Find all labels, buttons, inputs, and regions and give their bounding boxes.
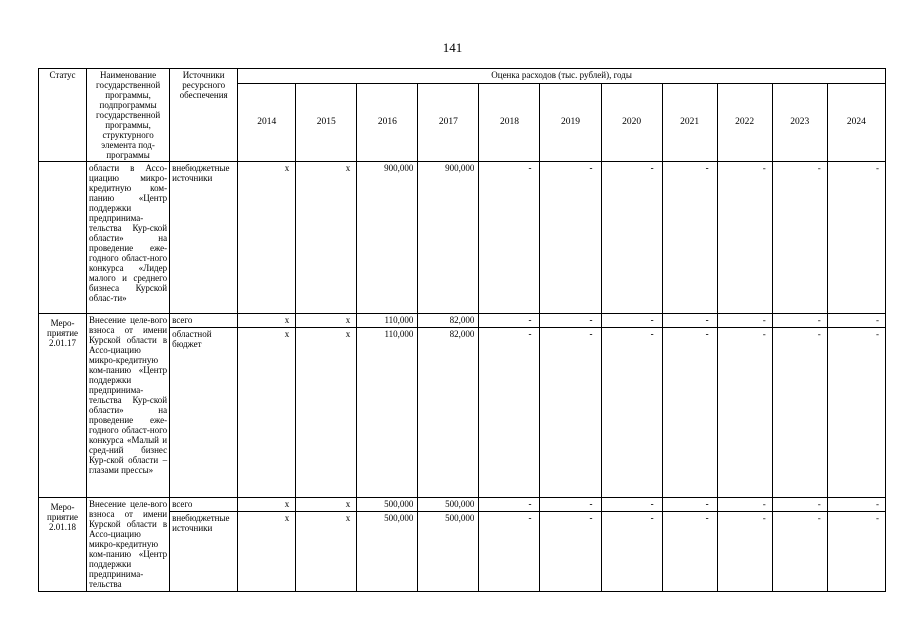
header-name: Наименование государственной программы, подпрограммы государственной программы, структурного элемента под-программы <box>87 69 170 162</box>
value-cell: x <box>238 328 296 498</box>
value-cell: - <box>540 328 601 498</box>
value-cell: 82,000 <box>418 314 479 328</box>
page-number: 141 <box>442 40 463 55</box>
value-cell: - <box>540 512 601 592</box>
value-cell: - <box>827 512 885 592</box>
name-cell: области в Ассо-циацию микро-кредитную ком-панию «Центр поддержки предпринима-тельства Кур-ской области» на проведение еже-годного област-ного конкурса «Лидер малого и среднего бизнеса Курской облас-ти» <box>87 162 170 314</box>
name-cell: Внесение целе-вого взноса от имени Курской области в Ассо-циацию микро-кредитную ком-панию «Центр поддержки предпринима-тельства Кур-ской области» на проведение еже-годного област-ного конкурса «Малый и сред-ний бизнес Кур-ской области – глазами прессы» <box>87 314 170 498</box>
value-cell: - <box>540 314 601 328</box>
value-cell: - <box>717 512 772 592</box>
value-cell: - <box>479 512 540 592</box>
year-header: 2019 <box>540 83 601 161</box>
table-row <box>39 162 886 314</box>
year-header: 2024 <box>827 83 885 161</box>
value-cell: - <box>827 498 885 512</box>
status-cell <box>39 162 87 314</box>
value-cell: - <box>662 162 717 314</box>
value-cell: - <box>717 498 772 512</box>
value-cell: - <box>827 314 885 328</box>
expense-table <box>38 68 886 592</box>
value-cell: x <box>238 512 296 592</box>
value-cell: - <box>601 162 662 314</box>
value-cell: x <box>296 162 357 314</box>
value-cell: - <box>827 162 885 314</box>
year-header: 2017 <box>418 83 479 161</box>
value-cell: x <box>238 162 296 314</box>
value-cell: 82,000 <box>418 328 479 498</box>
year-header: 2014 <box>238 83 296 161</box>
value-cell: - <box>772 512 827 592</box>
value-cell: - <box>717 314 772 328</box>
value-cell: - <box>772 328 827 498</box>
header-sources: Источники ресурсного обеспечения <box>170 69 238 162</box>
value-cell: x <box>296 328 357 498</box>
name-cell: Внесение целе-вого взноса от имени Курской области в Ассо-циацию микро-кредитную ком-панию «Центр поддержки предпринима-тельства <box>87 498 170 592</box>
year-header: 2020 <box>601 83 662 161</box>
source-cell: всего <box>170 498 238 512</box>
value-cell: - <box>479 314 540 328</box>
table-row <box>39 314 886 328</box>
value-cell: - <box>601 512 662 592</box>
value-cell: - <box>827 328 885 498</box>
year-header: 2021 <box>662 83 717 161</box>
value-cell: - <box>601 314 662 328</box>
year-header: 2023 <box>772 83 827 161</box>
value-cell: - <box>717 162 772 314</box>
value-cell: - <box>772 498 827 512</box>
value-cell: - <box>540 498 601 512</box>
value-cell: - <box>662 328 717 498</box>
value-cell: - <box>601 328 662 498</box>
year-header: 2018 <box>479 83 540 161</box>
table-row <box>39 498 886 512</box>
value-cell: 500,000 <box>418 498 479 512</box>
value-cell: 110,000 <box>357 328 418 498</box>
value-cell: - <box>662 498 717 512</box>
value-cell: x <box>296 512 357 592</box>
value-cell: 900,000 <box>418 162 479 314</box>
source-cell: внебюджетные источники <box>170 162 238 314</box>
value-cell: - <box>479 328 540 498</box>
source-cell: всего <box>170 314 238 328</box>
year-header: 2022 <box>717 83 772 161</box>
value-cell: x <box>296 314 357 328</box>
value-cell: 900,000 <box>357 162 418 314</box>
value-cell: - <box>479 162 540 314</box>
value-cell: 500,000 <box>357 512 418 592</box>
value-cell: - <box>479 498 540 512</box>
source-cell: внебюджетные источники <box>170 512 238 592</box>
value-cell: - <box>601 498 662 512</box>
header-status: Статус <box>39 69 87 162</box>
value-cell: - <box>662 314 717 328</box>
value-cell: - <box>772 314 827 328</box>
value-cell: x <box>238 498 296 512</box>
year-header: 2016 <box>357 83 418 161</box>
value-cell: x <box>296 498 357 512</box>
value-cell: 110,000 <box>357 314 418 328</box>
source-cell: областной бюджет <box>170 328 238 498</box>
value-cell: - <box>717 328 772 498</box>
value-cell: x <box>238 314 296 328</box>
value-cell: - <box>662 512 717 592</box>
status-cell: Меро-приятие 2.01.18 <box>39 498 87 592</box>
value-cell: 500,000 <box>357 498 418 512</box>
header-costs: Оценка расходов (тыс. рублей), годы <box>238 69 886 84</box>
value-cell: - <box>540 162 601 314</box>
year-header: 2015 <box>296 83 357 161</box>
value-cell: 500,000 <box>418 512 479 592</box>
value-cell: - <box>772 162 827 314</box>
status-cell: Меро-приятие 2.01.17 <box>39 314 87 498</box>
